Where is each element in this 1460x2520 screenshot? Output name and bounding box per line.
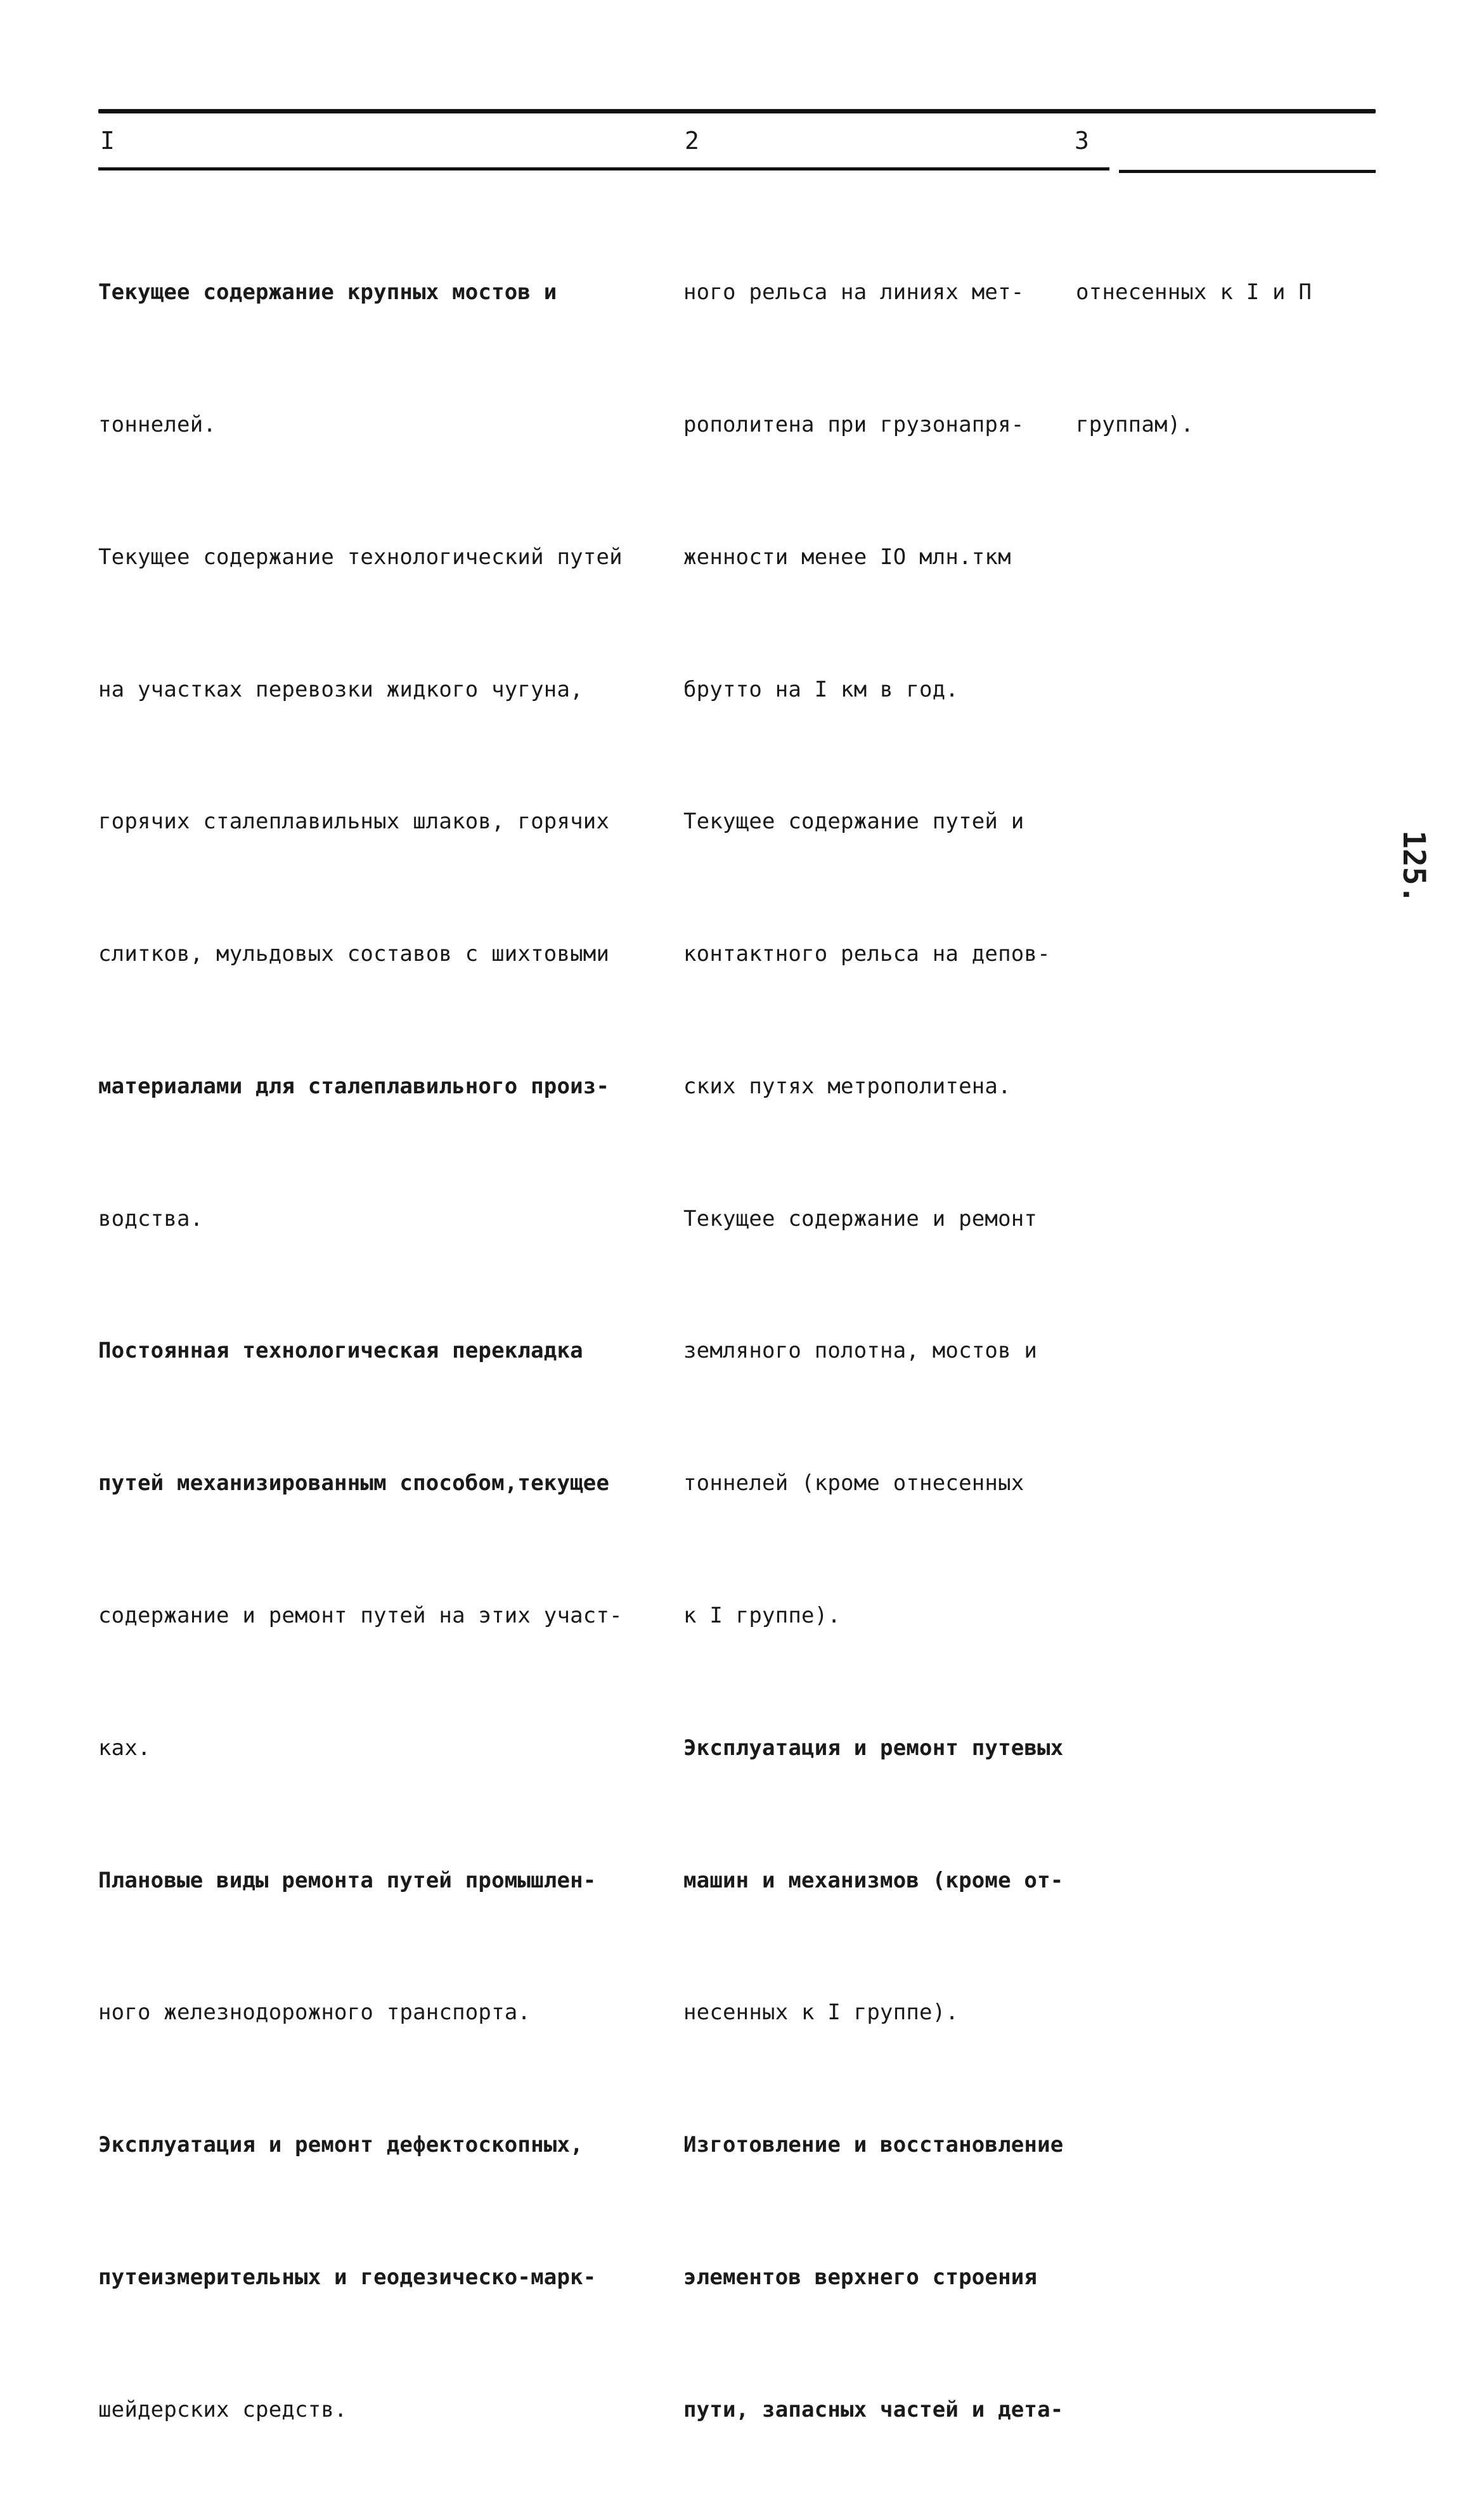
column1-line: путей механизированным способом,текущее [98, 1470, 610, 1496]
column1-line: тоннелей. [98, 411, 217, 437]
column2-line: Изготовление и восстановление [683, 2132, 1064, 2158]
column-number-3: 3 [1075, 127, 1089, 155]
column2-line: рополитена при грузонапря- [683, 411, 1024, 437]
column2-line: ного рельса на линиях мет- [683, 280, 1024, 305]
column2-line: несенных к I группе). [683, 2000, 959, 2026]
column2-line: женности менее IO млн.ткм [683, 544, 1011, 570]
column2-line: Текущее содержание путей и [683, 809, 1024, 835]
column1-line: путеизмерительных и геодезическо-марк- [98, 2264, 597, 2290]
column1-line: содержание и ремонт путей на этих участ- [98, 1603, 623, 1628]
column3-line: отнесенных к I и П [1076, 280, 1312, 305]
header-rule-left [98, 167, 1109, 170]
column2-line: элементов верхнего строения [683, 2264, 1038, 2290]
column1-line: ках. [98, 1735, 151, 1761]
column-number-1: I [100, 127, 115, 155]
table-column-1 [98, 183, 662, 2520]
column2-line: брутто на I км в год. [683, 676, 959, 702]
column2-line: пути, запасных частей и дета- [683, 2396, 1064, 2422]
column1-line: на участках перевозки жидкого чугуна, [98, 676, 583, 702]
column1-line: Текущее содержание крупных мостов и [98, 280, 557, 305]
column1-line: Постоянная технологическая перекладка [98, 1338, 583, 1364]
table-column-2 [683, 183, 1076, 2520]
column1-line: материалами для сталеплавильного произ- [98, 1073, 610, 1099]
column1-line: Текущее содержание технологический путей [98, 544, 623, 570]
column2-line: Эксплуатация и ремонт путевых [683, 1735, 1064, 1761]
column1-line: ного железнодорожного транспорта. [98, 2000, 531, 2026]
column3-line: группам). [1076, 411, 1194, 437]
column1-line: слитков, мульдовых составов с шихтовыми [98, 941, 610, 967]
column-number-2: 2 [685, 127, 699, 155]
column2-line: ских путях метрополитена. [683, 1073, 1011, 1099]
header-rule-right [1119, 170, 1376, 173]
column2-line: тоннелей (кроме отнесенных [683, 1470, 1024, 1496]
table-column-3 [1076, 183, 1342, 536]
column2-line: контактного рельса на депов- [683, 941, 1050, 967]
column2-line: к I группе). [683, 1603, 841, 1628]
column2-line: Текущее содержание и ремонт [683, 1205, 1038, 1231]
column1-line: шейдерских средств. [98, 2396, 347, 2422]
column2-line: машин и механизмов (кроме от- [683, 1867, 1064, 1893]
column2-line: земляного полотна, мостов и [683, 1338, 1038, 1364]
table-top-rule [98, 109, 1376, 113]
column1-line: горячих сталеплавильных шлаков, горячих [98, 809, 610, 835]
page-number: 125. [1396, 830, 1431, 904]
column1-line: Эксплуатация и ремонт дефектоскопных, [98, 2132, 583, 2158]
column1-line: Плановые виды ремонта путей промышлен- [98, 1867, 597, 1893]
column1-line: водства. [98, 1205, 203, 1231]
